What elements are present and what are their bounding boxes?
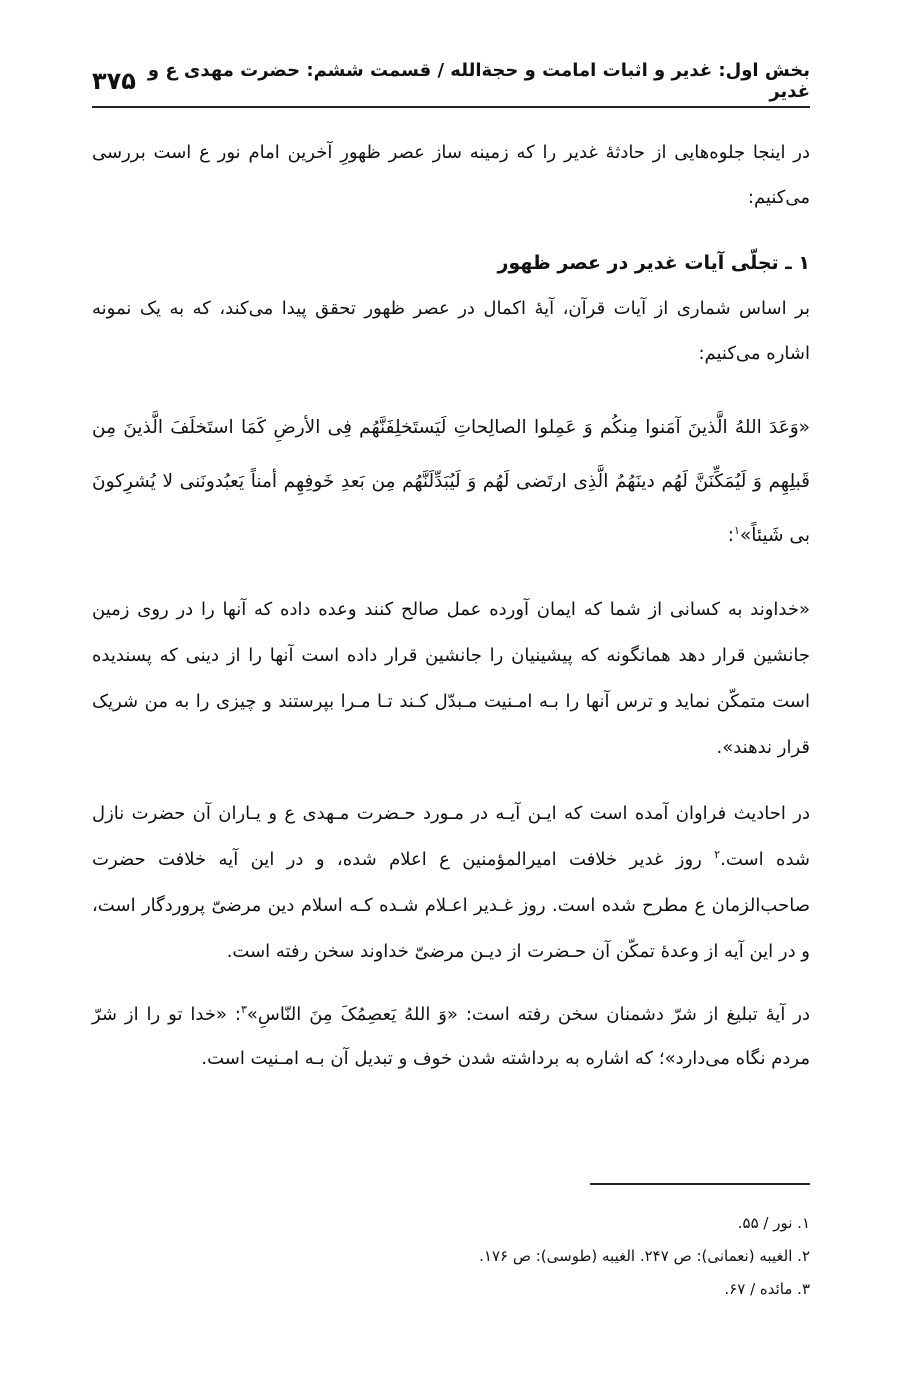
tabligh-text-a: در آیهٔ تبلیغ از شرّ دشمنان سخن رفته است: «وَ اللهُ یَعصِمُکَ مِنَ النّاسِ» — [246, 1004, 810, 1025]
footnote-ref-3[interactable]: ۳ — [240, 1003, 247, 1016]
tabligh-text-b: : «خدا تو را از شرّ مردم نگاه می‌دارد»؛ که اشاره به برداشته شدن خوف و تبدیل آن بـه امـنیت است. — [92, 1004, 810, 1069]
footnote-1: ۱. نور / ۵۵. — [737, 1214, 810, 1232]
page-number: ۳۷۵ — [92, 67, 136, 95]
paragraph-hadith — [92, 791, 810, 975]
paragraph-tabligh — [92, 993, 810, 1081]
quran-verse — [92, 401, 810, 563]
footnote-3: ۳. مائده / ۶۷. — [724, 1280, 810, 1298]
header-title: بخش اول: غدیر و اثبات امامت و حجةالله / قسمت ششم: حضرت مهدی ع و غدیر — [147, 60, 810, 102]
verse-tail: : — [727, 525, 734, 546]
footnote-ref-1[interactable]: ۱ — [734, 523, 740, 537]
section-heading: ۱ ـ تجلّی آیات غدیر در عصر ظهور — [497, 252, 810, 274]
hadith-text-b: روز غدیر خلافت امیرالمؤمنین ع اعلام شده، و در این آیه خلافت حضرت صاحب‌الزمان ع مطرح شده است. روز غـدیر اعـلام شـده کـه اسلام دین مرضیّ پروردگار است، و در این آیه از وعدهٔ تمکّن آن حـضرت از دیـن مرضیّ خداوند سخن رفته است. — [92, 849, 810, 962]
footnote-2: ۲. الغیبه (نعمانی): ص ۲۴۷. الغیبه (طوسی): ص ۱۷۶. — [479, 1247, 810, 1265]
page-body — [92, 60, 810, 1081]
footnote-divider — [590, 1183, 810, 1185]
hadith-text-a: در احادیث فراوان آمده است که ایـن آیـه در مـورد حـضرت مـهدی ع و یـاران آن حضرت نازل شده است. — [92, 803, 810, 870]
intro-paragraph: در اینجا جلوه‌هایی از حادثهٔ غدیر را که زمینه ساز عصر ظهورِ آخرین امام نور ع است بررسی می‌کنیم: — [92, 142, 810, 208]
verse-translation: «خداوند به کسانی از شما که ایمان آورده عمل صالح کنند وعده داده که آنها را در روی زمین جانشین قرار دهد همانگونه که پیشینیان را جانشین قرار داده است آنها را از دینی که پسندیده است متمکّن نماید و ترس آنها را بـه امـنیت مـبدّل کـند تـا مـرا بپرستند و چیزی را به من شریک قرار ندهند». — [92, 599, 810, 758]
paragraph-ikmal: بر اساس شماری از آیات قرآن، آیهٔ اکمال در عصر ظهور تحقق پیدا می‌کند، که به یک نمونه اشاره می‌کنیم: — [92, 298, 810, 364]
running-header — [92, 60, 810, 108]
footnotes — [92, 1183, 810, 1306]
verse-text: «وَعَدَ اللهُ الَّذینَ آمَنوا مِنکُم وَ عَمِلوا الصالِحاتِ لَیَستَخلِفَنَّهُم فِی الأرضِ کَمَا استَخلَفَ الَّذینَ مِن قَبلِهِم وَ لَیُمَکِّنَنَّ لَهُم دینَهُمُ الَّذِی ارتَضی لَهُم وَ لَیُبَدِّلَنَّهُم مِن بَعدِ خَوفِهِم أمناً یَعبُدونَنی لا یُشرِکونَ بی شَیئاً» — [92, 417, 810, 546]
footnote-ref-2[interactable]: ۲ — [714, 848, 721, 861]
